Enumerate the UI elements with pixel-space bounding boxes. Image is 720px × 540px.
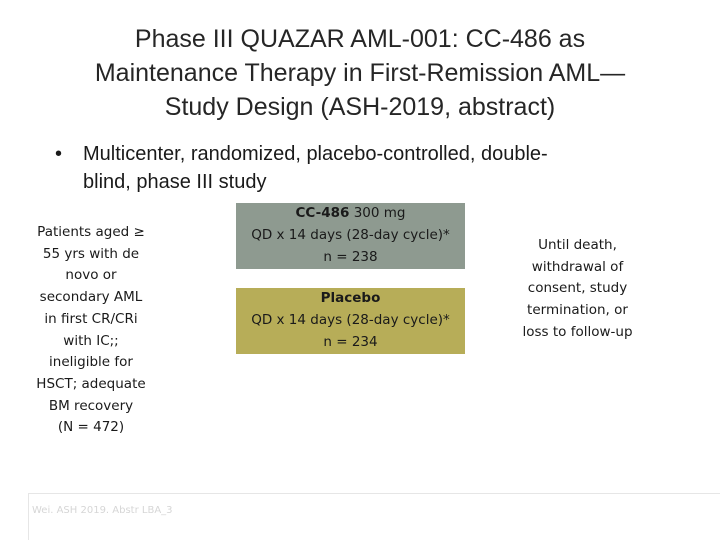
patients-line: in first CR/CRi: [44, 310, 138, 327]
patients-line: 55 yrs with de: [42, 245, 140, 262]
outcome-line: termination, or: [527, 302, 628, 319]
arm-cc486-dose: 300 mg: [349, 205, 406, 222]
patients-line: (N = 472): [57, 419, 125, 436]
outcome-line: loss to follow-up: [522, 323, 633, 340]
arm-cc486-heading: [296, 203, 406, 225]
outcome-line: consent, study: [527, 280, 628, 297]
arm-cc486-n: n = 238: [323, 248, 378, 265]
patients-line: secondary AML: [39, 289, 143, 306]
outcome-line: Until death,: [538, 237, 617, 253]
bullet-text: [83, 140, 663, 196]
title-line-1: Phase III QUAZAR AML-001: CC-486 as: [134, 25, 586, 53]
patient-eligibility: [25, 222, 157, 439]
bullet-line-1: Multicenter, randomized, placebo-controlled, double-: [83, 143, 548, 165]
title-line-3: Study Design (ASH-2019, abstract): [164, 93, 556, 121]
patients-line: novo or: [65, 267, 117, 284]
arm-cc486-drug: CC-486: [295, 205, 350, 222]
patients-line: ineligible for: [49, 354, 133, 371]
patients-line: with IC;;: [63, 332, 119, 349]
slide-title: [40, 22, 680, 124]
patients-line: Patients aged ≥: [37, 224, 145, 240]
arm-placebo-heading: [321, 288, 381, 310]
treatment-duration: [505, 235, 650, 344]
outcome-line: withdrawal of: [531, 258, 624, 275]
footer-divider-vertical: [28, 493, 29, 540]
bullet-line-2: blind, phase III study: [83, 171, 267, 193]
footer-divider: [28, 493, 720, 494]
arm-cc486-box: [236, 203, 465, 269]
patients-line: HSCT; adequate: [36, 375, 146, 392]
footer-citation: Wei. ASH 2019. Abstr LBA_3: [32, 505, 173, 516]
title-line-2: Maintenance Therapy in First-Remission AML—: [94, 59, 626, 87]
arm-placebo-box: [236, 288, 465, 354]
bullet-marker: •: [55, 143, 63, 165]
arm-placebo-n: n = 234: [323, 333, 378, 350]
arm-placebo-drug: Placebo: [320, 290, 381, 307]
arm-cc486-schedule: QD x 14 days (28-day cycle)*: [251, 227, 450, 244]
patients-line: BM recovery: [48, 397, 134, 414]
arm-placebo-schedule: QD x 14 days (28-day cycle)*: [251, 312, 450, 329]
